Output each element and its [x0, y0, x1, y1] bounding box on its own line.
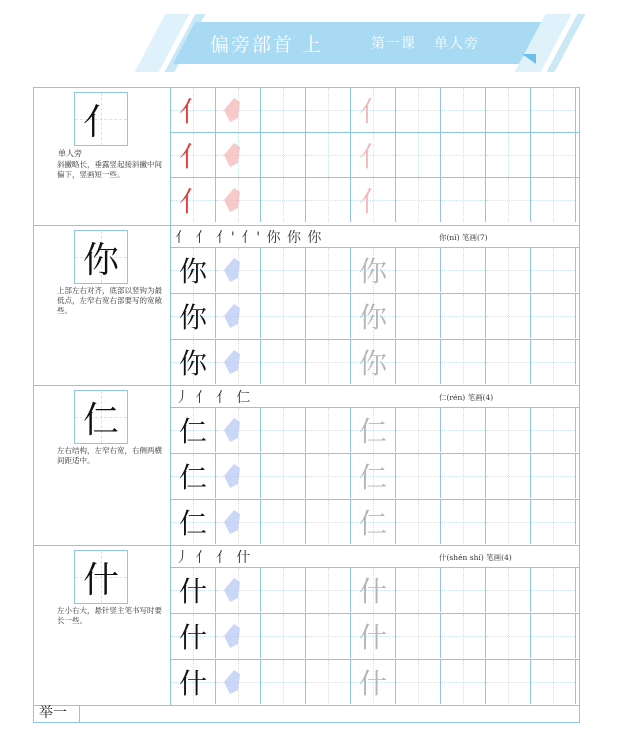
- practice-cell[interactable]: [441, 248, 486, 292]
- jyfs-label-line1: 举一: [39, 705, 67, 721]
- practice-cell[interactable]: [396, 568, 441, 612]
- stroke-highlight-shape: [210, 294, 255, 338]
- practice-cell[interactable]: [531, 248, 576, 292]
- practice-row: [171, 500, 579, 546]
- model-char: 亻: [82, 101, 119, 143]
- practice-cell[interactable]: [486, 248, 531, 292]
- practice-cell[interactable]: [351, 178, 396, 222]
- practice-cell[interactable]: [486, 454, 531, 498]
- writing-note: 斜撇略长，垂露竖起接斜撇中间偏下，竖画短一些。: [57, 160, 162, 179]
- writing-note: 上部左右对齐，底部以竖钩为最低点，左窄右宽右部要写的宽敞些。: [57, 286, 162, 315]
- practice-cell[interactable]: [306, 408, 351, 452]
- practice-cell[interactable]: [261, 408, 306, 452]
- stroke-sequence: 丿 亻 亻 仁: [175, 390, 252, 406]
- section-radical: [34, 88, 579, 226]
- practice-cell[interactable]: [531, 500, 576, 544]
- stroke-highlight-shape: [210, 88, 255, 132]
- worksheet: [33, 87, 580, 723]
- practice-cell[interactable]: [351, 340, 396, 384]
- stroke-highlight-shape: [210, 614, 255, 658]
- practice-cell[interactable]: [441, 660, 486, 704]
- section-info: [34, 226, 171, 385]
- practice-cell[interactable]: [396, 294, 441, 338]
- stroke-highlight-shape: [210, 133, 255, 177]
- practice-grid: [171, 88, 579, 226]
- practice-cell[interactable]: [396, 88, 441, 132]
- practice-cell[interactable]: [306, 500, 351, 544]
- pinyin-stroke-count: 你(nǐ) 笔画(7): [439, 233, 488, 242]
- practice-cell[interactable]: [396, 340, 441, 384]
- section-practice-more: [34, 706, 579, 722]
- example-char: 什: [178, 667, 207, 700]
- practice-cell[interactable]: [441, 500, 486, 544]
- practice-cell[interactable]: [486, 568, 531, 612]
- example-char: 什: [178, 575, 207, 608]
- section-ni: [34, 226, 579, 386]
- practice-cell[interactable]: [441, 340, 486, 384]
- header-banner: [150, 14, 580, 72]
- practice-cell[interactable]: [531, 614, 576, 658]
- practice-grid: [171, 546, 579, 706]
- practice-cell[interactable]: [351, 454, 396, 498]
- practice-row: [171, 340, 579, 386]
- practice-cell[interactable]: [441, 568, 486, 612]
- radical-name: 单人旁: [58, 149, 82, 158]
- practice-cell[interactable]: [441, 454, 486, 498]
- practice-cell[interactable]: [486, 88, 531, 132]
- model-char: 你: [82, 239, 119, 281]
- example-char: 仁: [178, 461, 207, 494]
- practice-cell[interactable]: [531, 340, 576, 384]
- practice-cell[interactable]: [531, 568, 576, 612]
- stroke-highlight-shape: [210, 178, 255, 222]
- practice-cell[interactable]: [351, 408, 396, 452]
- stroke-highlight-shape: [210, 340, 255, 384]
- stroke-highlight-shape: [210, 248, 255, 292]
- practice-cell[interactable]: [441, 88, 486, 132]
- practice-cell[interactable]: [486, 660, 531, 704]
- practice-cell[interactable]: [531, 660, 576, 704]
- practice-cell[interactable]: [396, 178, 441, 222]
- practice-cell[interactable]: [486, 294, 531, 338]
- example-char: 你: [178, 255, 207, 288]
- practice-cell[interactable]: [396, 660, 441, 704]
- practice-cell[interactable]: [306, 178, 351, 222]
- trace-char: 什: [358, 621, 387, 654]
- stroke-order-bar: [171, 386, 579, 408]
- model-char: 仁: [82, 399, 119, 441]
- practice-cell[interactable]: [531, 133, 576, 177]
- practice-row: [171, 614, 579, 660]
- page-title: 偏旁部首 上: [210, 33, 324, 56]
- practice-cell[interactable]: [396, 133, 441, 177]
- practice-cell[interactable]: [531, 178, 576, 222]
- practice-cell[interactable]: [351, 88, 396, 132]
- practice-cell[interactable]: [261, 614, 306, 658]
- practice-cell[interactable]: [486, 408, 531, 452]
- example-char: 亻: [358, 140, 387, 173]
- trace-char: 你: [358, 347, 387, 380]
- stroke-highlight-shape: [210, 500, 255, 544]
- jyfs-label: [34, 706, 80, 722]
- stroke-highlight-shape: [210, 660, 255, 704]
- practice-row: [171, 88, 579, 133]
- practice-cell[interactable]: [531, 408, 576, 452]
- pinyin-stroke-count: 什(shén shí) 笔画(4): [439, 553, 512, 562]
- practice-cell[interactable]: [306, 660, 351, 704]
- practice-cell[interactable]: [396, 500, 441, 544]
- practice-row: [171, 133, 579, 178]
- practice-cell[interactable]: [486, 500, 531, 544]
- practice-cell[interactable]: [351, 568, 396, 612]
- practice-cell[interactable]: [261, 294, 306, 338]
- example-char: 亻: [178, 140, 207, 173]
- example-char: 亻: [358, 95, 387, 128]
- stroke-sequence: 亻 亻 亻' 亻' 你 你 你: [175, 230, 323, 246]
- practice-row: [171, 178, 579, 223]
- practice-cell[interactable]: [351, 500, 396, 544]
- practice-cell[interactable]: [261, 133, 306, 177]
- example-char: 亻: [178, 185, 207, 218]
- trace-char: 仁: [358, 415, 387, 448]
- practice-cell[interactable]: [306, 248, 351, 292]
- practice-cell[interactable]: [396, 248, 441, 292]
- practice-cell[interactable]: [396, 454, 441, 498]
- practice-cell[interactable]: [531, 294, 576, 338]
- practice-cell[interactable]: [351, 294, 396, 338]
- section-ren: [34, 386, 579, 546]
- practice-cell[interactable]: [441, 178, 486, 222]
- trace-char: 什: [358, 575, 387, 608]
- practice-cell[interactable]: [261, 568, 306, 612]
- writing-note: 左小右大，悬针竖主笔书写时要长一些。: [57, 606, 162, 625]
- example-char: 你: [178, 347, 207, 380]
- trace-char: 什: [358, 667, 387, 700]
- stroke-highlight-shape: [210, 454, 255, 498]
- practice-cell[interactable]: [351, 614, 396, 658]
- practice-cell[interactable]: [261, 248, 306, 292]
- example-char: 亻: [358, 185, 387, 218]
- section-info: [34, 386, 171, 545]
- section-shen: [34, 546, 579, 706]
- section-info: [34, 546, 171, 705]
- practice-cell[interactable]: [441, 614, 486, 658]
- model-char: 什: [82, 559, 119, 601]
- practice-cell[interactable]: [486, 340, 531, 384]
- practice-cell[interactable]: [351, 248, 396, 292]
- model-box: [74, 390, 128, 444]
- practice-cell[interactable]: [486, 614, 531, 658]
- practice-cell[interactable]: [441, 294, 486, 338]
- practice-row: [171, 454, 579, 500]
- practice-cell[interactable]: [261, 88, 306, 132]
- trace-char: 你: [358, 255, 387, 288]
- practice-cell[interactable]: [306, 133, 351, 177]
- practice-row: [171, 248, 579, 294]
- stroke-highlight-shape: [210, 568, 255, 612]
- practice-cell[interactable]: [486, 178, 531, 222]
- practice-grid: [171, 386, 579, 546]
- practice-row: [171, 568, 579, 614]
- stroke-highlight-shape: [210, 408, 255, 452]
- practice-grid: [171, 226, 579, 386]
- pinyin-stroke-count: 仁(rén) 笔画(4): [439, 393, 494, 402]
- practice-cell[interactable]: [306, 568, 351, 612]
- example-char: 亻: [178, 95, 207, 128]
- example-char: 什: [178, 621, 207, 654]
- practice-cell[interactable]: [261, 340, 306, 384]
- lesson-label: 第一课: [371, 36, 417, 52]
- model-box: [74, 550, 128, 604]
- practice-row: [171, 660, 579, 706]
- example-char: 仁: [178, 507, 207, 540]
- practice-cell[interactable]: [261, 178, 306, 222]
- practice-cell[interactable]: [306, 294, 351, 338]
- practice-cell[interactable]: [351, 133, 396, 177]
- practice-cell[interactable]: [351, 660, 396, 704]
- model-box: [74, 92, 128, 146]
- practice-cell[interactable]: [396, 614, 441, 658]
- practice-cell[interactable]: [306, 454, 351, 498]
- model-box: [74, 230, 128, 284]
- practice-cell[interactable]: [261, 660, 306, 704]
- practice-cell[interactable]: [306, 340, 351, 384]
- practice-cell[interactable]: [306, 614, 351, 658]
- section-info: [34, 88, 171, 225]
- trace-char: 仁: [358, 507, 387, 540]
- practice-cell[interactable]: [531, 454, 576, 498]
- trace-char: 仁: [358, 461, 387, 494]
- practice-cell[interactable]: [306, 88, 351, 132]
- practice-cell[interactable]: [441, 408, 486, 452]
- radical-label: 单人旁: [434, 36, 480, 52]
- practice-row: [171, 408, 579, 454]
- trace-char: 你: [358, 301, 387, 334]
- practice-cell[interactable]: [531, 88, 576, 132]
- practice-cell[interactable]: [261, 500, 306, 544]
- practice-cell[interactable]: [486, 133, 531, 177]
- stroke-sequence: 丿 亻 亻 什: [175, 550, 252, 566]
- stroke-order-bar: [171, 546, 579, 568]
- writing-note: 左右结构，左窄右宽，右侧两横间距适中。: [57, 446, 162, 465]
- example-char: 你: [178, 301, 207, 334]
- practice-cell[interactable]: [261, 454, 306, 498]
- practice-row: [171, 294, 579, 340]
- practice-cell[interactable]: [396, 408, 441, 452]
- example-char: 仁: [178, 415, 207, 448]
- practice-cell[interactable]: [441, 133, 486, 177]
- stroke-order-bar: [171, 226, 579, 248]
